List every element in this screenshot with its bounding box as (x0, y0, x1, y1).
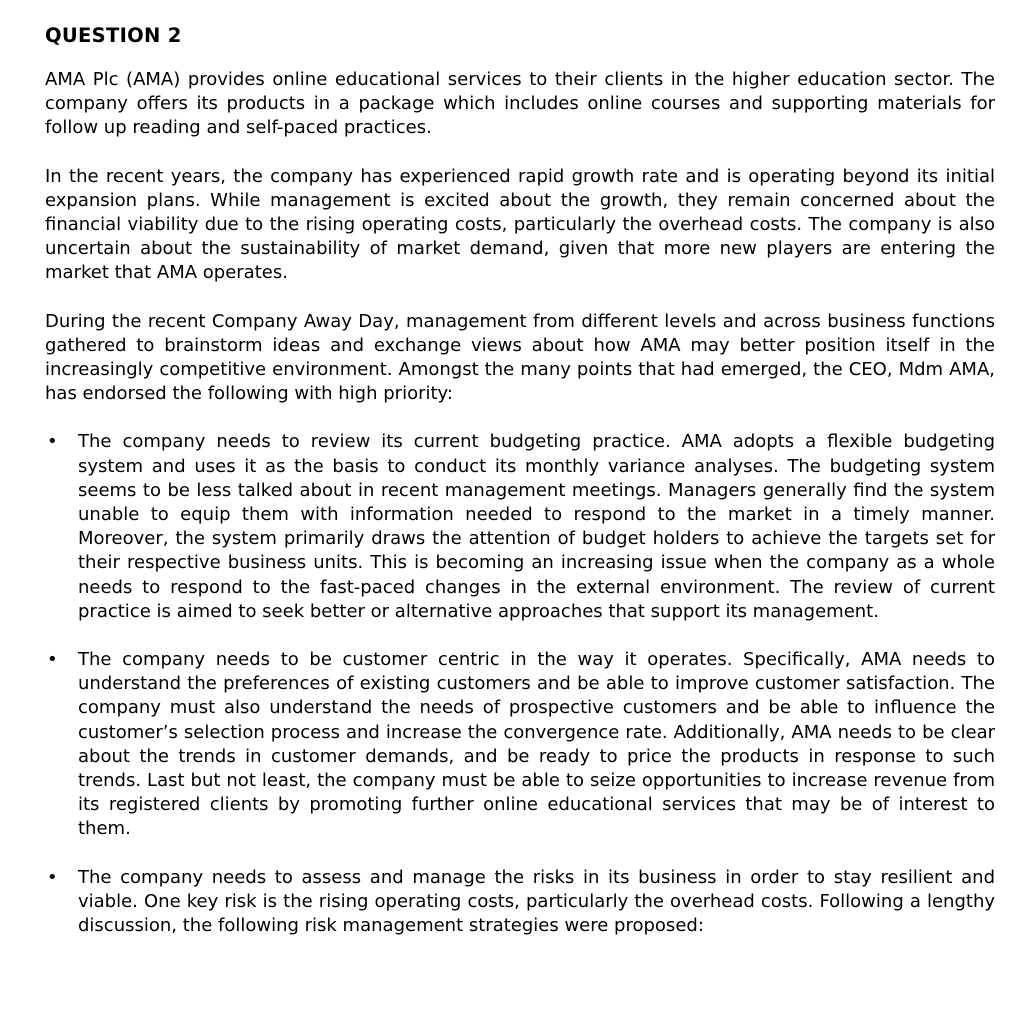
bullet-icon: • (47, 866, 58, 888)
list-item-customer-centric (45, 648, 995, 842)
list-item-risk (45, 866, 995, 939)
list-item-budgeting (45, 430, 995, 624)
list-item-text: The company needs to assess and manage the risks in its business in order to stay resilient and viable. One key risk is the rising operating costs, particularly the overhead costs. Following a lengthy discussion, the following risk management strategies were proposed: (78, 866, 995, 937)
list-item-text: The company needs to review its current budgeting practice. AMA adopts a flexible budgeting system and uses it as the basis to conduct its monthly variance analyses. The budgeting system seems to be less talked about in recent management meetings. Managers generally find the system unable to equip them with information needed to respond to the market in a timely manner. Moreover, the system primarily draws the attention of budget holders to achieve the targets set for their respective business units. This is becoming an increasing issue when the company as a whole needs to respond to the fast-paced changes in the external environment. The review of current practice is aimed to seek better or alternative approaches that support its management. (78, 431, 995, 622)
bullet-icon: • (47, 431, 58, 453)
list-item-text: The company needs to be customer centric in the way it operates. Specifically, AMA needs to understand the preferences of existing customers and be able to improve customer satisfaction. The company must also understand the needs of prospective customers and be able to influence the customer’s selection process and increase the convergence rate. Additionally, AMA needs to be clear about the trends in customer demands, and be ready to price the products in response to such trends. Last but not least, the company must be able to seize opportunities to increase revenue from its registered clients by promoting further online educational services that may be of interest to them. (78, 649, 995, 840)
intro-paragraph: AMA Plc (AMA) provides online educational services to their clients in the higher education sector. The company offers its products in a package which includes online courses and supporting materials for follow up reading and self-paced practices. (45, 69, 995, 139)
priority-list (45, 430, 995, 938)
bullet-icon: • (47, 649, 58, 671)
document-page (45, 24, 995, 962)
question-title: QUESTION 2 (45, 24, 182, 47)
growth-paragraph: In the recent years, the company has experienced rapid growth rate and is operating beyond its initial expansion plans. While management is excited about the growth, they remain concerned about the financial viability due to the rising operating costs, particularly the overhead costs. The company is also uncertain about the sustainability of market demand, given that more new players are entering the market that AMA operates. (45, 165, 995, 284)
away-day-paragraph: During the recent Company Away Day, management from different levels and across business functions gathered to brainstorm ideas and exchange views about how AMA may better position itself in the increasingly competitive environment. Amongst the many points that had emerged, the CEO, Mdm AMA, has endorsed the following with high priority: (45, 310, 995, 405)
